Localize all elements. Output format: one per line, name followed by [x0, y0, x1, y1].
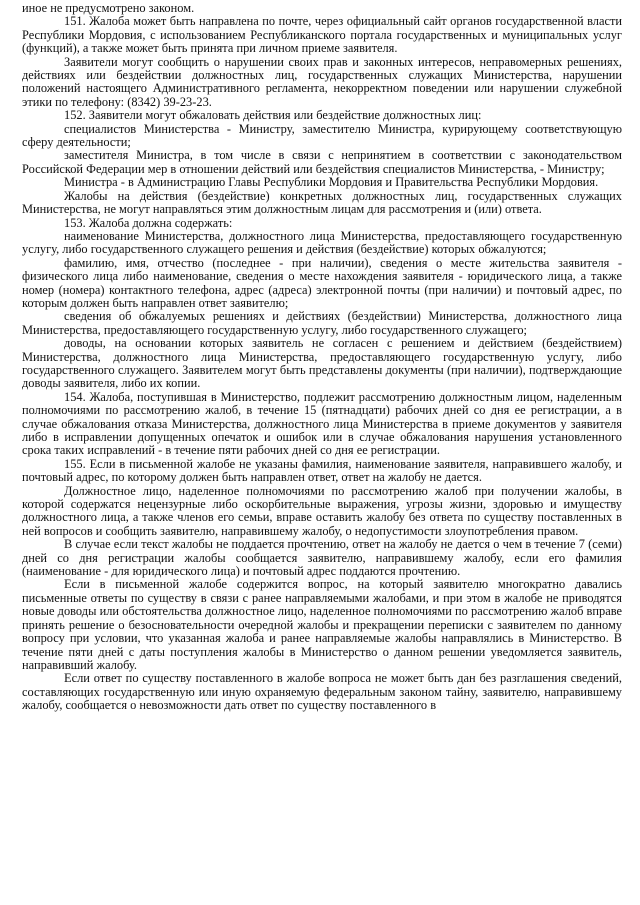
paragraph-151: 151. Жалоба может быть направлена по почте, через официальный сайт органов государственной власти Республики Мордовия, с использованием Республиканского портала государственных и муниципальных услуг (функций), а также может быть принята при личном приеме заявителя. [22, 14, 622, 56]
paragraph-154: 154. Жалоба, поступившая в Министерство, подлежит рассмотрению должностным лицом, наделенным полномочиями по рассмотрению жалоб, в течение 15 (пятнадцати) рабочих дней со дня ее регистрации, а в случае обжалования отказа Министерства, должностного лица Министерства в приеме документов у заявителя либо в исправлении допущенных опечаток и ошибок или в случае обжалования нарушения установленного срока таких исправлений - в течение пяти рабочих дней со дня ее регистрации. [22, 389, 622, 458]
paragraph-repeated-complaint: Если в письменной жалобе содержится вопрос, на который заявителю многократно давались письменные ответы по существу в связи с ранее направляемыми жалобами, и при этом в жалобе не приводятся новые доводы или обстоятельства должностное лицо, наделенное полномочиями по рассмотрению жалоб вправе принять решение о безосновательности очередной жалобы и прекращении переписки с заявителем по данному вопросу при условии, что указанная жалоба и ранее направляемые жалобы направлялись в Министерство. В течение пяти дней с даты поступления жалобы в Министерство о данном решении уведомляется заявитель, направивший жалобу. [22, 577, 622, 672]
paragraph-continuation: иное не предусмотрено законом. [22, 1, 195, 15]
paragraph-arguments: доводы, на основании которых заявитель не согласен с решением и действием (бездействием) Министерства, должностного лица Министерства, предоставляющего государственную услугу, либо государственного служащего. Заявителем могут быть представлены документы (при наличии), подтверждающие доводы заявителя, либо их копии. [22, 336, 622, 391]
paragraph-name-requirement: наименование Министерства, должностного лица Министерства, предоставляющего государственную услугу, либо государственного служащего решения и действия (бездействие) которых обжалуются; [22, 228, 622, 257]
paragraph-153: 153. Жалоба должна содержать: [64, 215, 233, 230]
paragraph-155: 155. Если в письменной жалобе не указаны фамилия, наименование заявителя, направившего жалобу, и почтовый адрес, по которому должен быть направлен ответ, ответ на жалобу не дается. [22, 456, 622, 485]
paragraph-unreadable-complaint: В случае если текст жалобы не поддается прочтению, ответ на жалобу не дается о чем в течение 7 (семи) дней со дня регистрации жалобы сообщается заявителю, направившему жалобу, если его фамилия (наименование - для юридического лица) и почтовый адрес поддаются прочтению. [22, 537, 622, 579]
paragraph-phone-report: Заявители могут сообщить о нарушении своих прав и законных интересов, неправомерных решениях, действиях или бездействии должностных лиц, государственных служащих Министерства, нарушении положений настоящего Административного регламента, некорректном поведении или нарушении служебной этики по телефону: (8342) 39-23-23. [22, 54, 622, 109]
paragraph-deputy-minister: заместителя Министра, в том числе в связи с непринятием в соответствии с законодательством Российской Федерации мер в отношении действий или бездействия специалистов Министерства, - Министру; [22, 148, 622, 176]
document-body [22, 2, 622, 713]
paragraph-minister: Министра - в Администрацию Главы Республики Мордовия и Правительства Республики Мордовия. [64, 175, 599, 190]
paragraph-152: 152. Заявители могут обжаловать действия или бездействие должностных лиц: [64, 108, 482, 123]
paragraph-appealed-decisions: сведения об обжалуемых решениях и действиях (бездействии) Министерства, должностного лица Министерства, предоставляющего государственную услугу, либо государственного служащего; [22, 309, 622, 337]
paragraph-specialists: специалистов Министерства - Министру, заместителю Министра, курирующему соответствующую сферу деятельности; [22, 121, 622, 150]
paragraph-complaints-restriction: Жалобы на действия (бездействие) конкретных должностных лиц, государственных служащих Министерства, не могут направляться этим должностным лицам для рассмотрения и (или) ответа. [22, 188, 622, 217]
paragraph-applicant-details: фамилию, имя, отчество (последнее - при наличии), сведения о месте жительства заявителя - физического лица либо наименование, сведения о месте нахождения заявителя - юридического лица, а также номер (номера) контактного телефона, адрес (адреса) электронной почты (при наличии) и почтовый адрес, по которым должен быть направлен ответ заявителю; [22, 255, 622, 310]
paragraph-secret-information: Если ответ по существу поставленного в жалобе вопроса не может быть дан без разглашения сведений, составляющих государственную или иную охраняемую федеральным законом тайну, заявителю, направившему жалобу, сообщается о невозможности дать ответ по существу поставленного в [22, 671, 622, 713]
paragraph-offensive-complaint: Должностное лицо, наделенное полномочиями по рассмотрению жалоб при получении жалобы, в которой содержатся нецензурные либо оскорбительные выражения, угрозы жизни, здоровью и имуществу должностного лица, а также членов его семьи, вправе оставить жалобу без ответа по существу поставленных в ней вопросов и сообщить заявителю, направившему жалобу, о недопустимости злоупотребления правом. [22, 483, 622, 538]
